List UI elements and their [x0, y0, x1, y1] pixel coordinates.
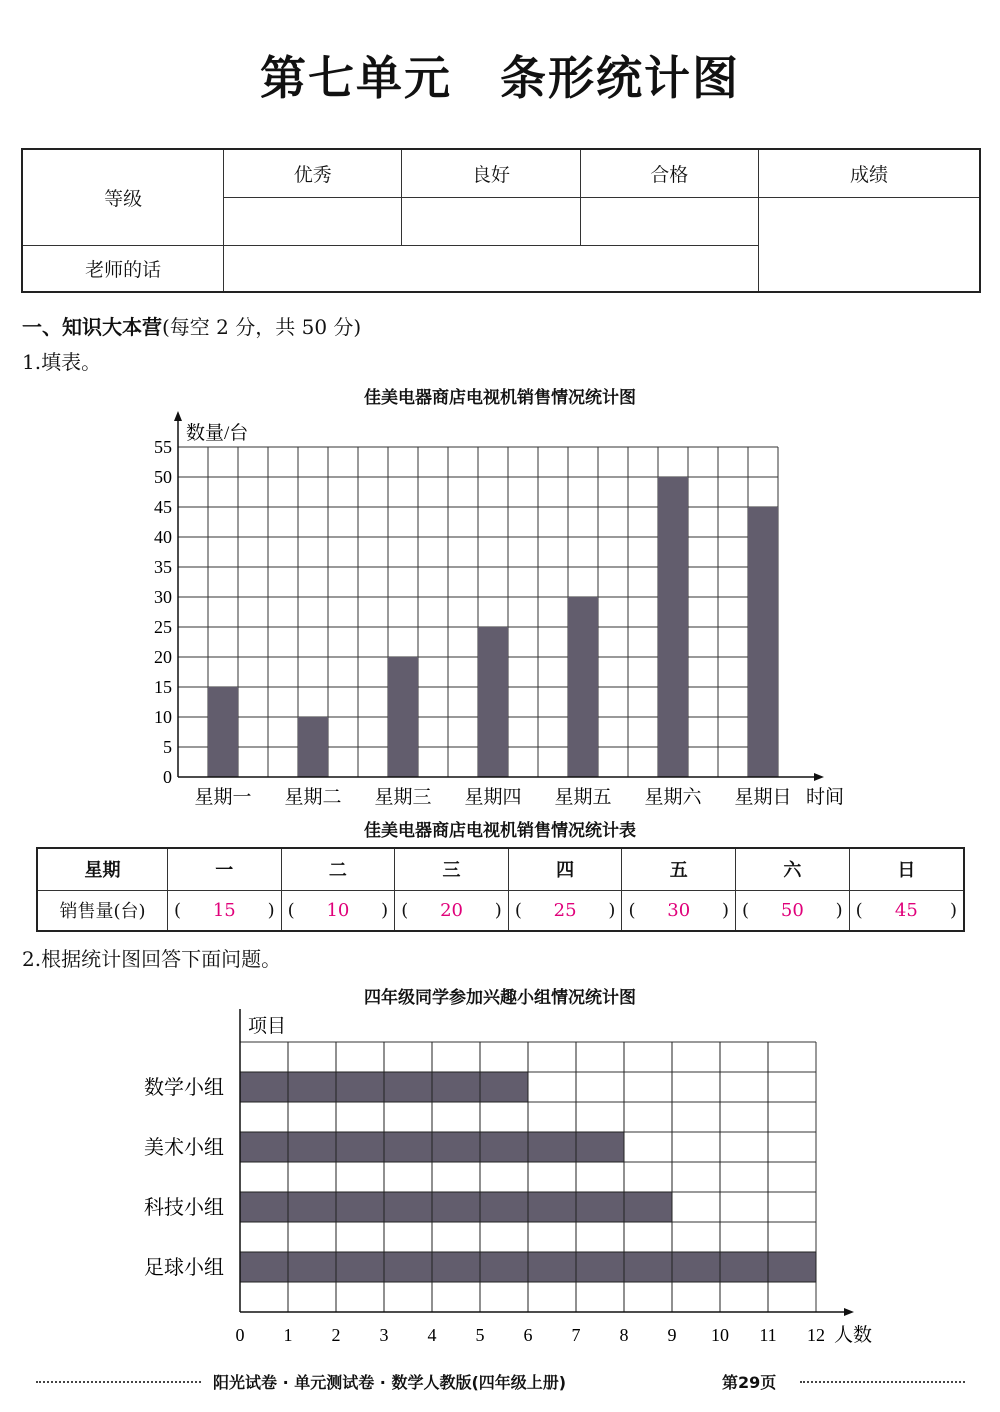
x-tick-label: 1: [283, 1325, 293, 1345]
answer-cell-1[interactable]: [168, 890, 282, 931]
footer-dots-left: [36, 1381, 201, 1383]
x-tick-label: 7: [571, 1325, 581, 1345]
day-1: 一: [168, 848, 282, 890]
bar: [568, 597, 598, 777]
table1-title: 佳美电器商店电视机销售情况统计表: [364, 821, 636, 841]
bar: [240, 1192, 672, 1222]
bar: [388, 657, 418, 777]
chart1-title: 佳美电器商店电视机销售情况统计图: [364, 388, 636, 408]
close-paren: ): [381, 899, 389, 921]
x-tick-label: 12: [807, 1325, 825, 1345]
x-tick-label: 星期三: [374, 787, 432, 808]
teacher-label: 老师的话: [22, 245, 224, 292]
x-tick-label: 0: [235, 1325, 245, 1345]
x-axis-label: 人数: [834, 1325, 873, 1346]
y-tick-label: 50: [154, 467, 172, 487]
score-cell[interactable]: [758, 197, 980, 292]
answer-value: 50: [780, 899, 804, 921]
y-axis-label: 项目: [248, 1016, 287, 1037]
level-good: 良好: [402, 149, 580, 197]
answer-cell-5[interactable]: [622, 890, 736, 931]
y-tick-label: 15: [154, 677, 172, 697]
footer-text: 阳光试卷 · 单元测试卷 · 数学人教版(四年级上册): [213, 1373, 567, 1392]
open-paren: (: [174, 899, 182, 921]
day-4: 四: [508, 848, 622, 890]
section-points: (每空 2 分，共 50 分): [162, 315, 362, 339]
x-tick-label: 11: [759, 1325, 777, 1345]
section-title: 一、知识大本营: [22, 315, 162, 339]
x-tick-label: 星期五: [554, 787, 612, 808]
x-tick-label: 4: [427, 1325, 437, 1345]
open-paren: (: [287, 899, 295, 921]
level-pass: 合格: [580, 149, 758, 197]
x-tick-label: 9: [667, 1325, 677, 1345]
grade-label: 等级: [22, 149, 224, 245]
answer-value: 15: [212, 899, 236, 921]
x-axis-arrow: [814, 773, 824, 781]
x-tick-label: 星期二: [284, 787, 342, 808]
answer-cell-2[interactable]: [281, 890, 395, 931]
x-tick-label: 星期六: [644, 787, 702, 808]
category-label: 科技小组: [144, 1197, 224, 1219]
pass-cell[interactable]: [580, 197, 758, 245]
section-heading: [22, 311, 361, 340]
sales-header-label: 星期: [37, 848, 168, 890]
close-paren: ): [949, 899, 957, 921]
day-3: 三: [395, 848, 509, 890]
answer-cell-7[interactable]: [849, 890, 964, 931]
sales-row-label: 销售量(台): [37, 890, 168, 931]
y-tick-label: 20: [154, 647, 172, 667]
y-tick-label: 5: [163, 737, 172, 757]
answer-cell-4[interactable]: [508, 890, 622, 931]
x-tick-label: 星期日: [734, 787, 792, 808]
y-tick-label: 40: [154, 527, 172, 547]
chart2-title: 四年级同学参加兴趣小组情况统计图: [364, 988, 636, 1008]
y-tick-label: 25: [154, 617, 172, 637]
bar: [658, 477, 688, 777]
y-tick-label: 0: [163, 767, 172, 787]
close-paren: ): [267, 899, 275, 921]
x-tick-label: 星期四: [464, 787, 522, 808]
category-label: 数学小组: [144, 1077, 224, 1099]
page-title: 第七单元 条形统计图: [260, 51, 740, 105]
x-tick-label: 星期一: [194, 787, 252, 808]
score-label: 成绩: [758, 149, 980, 197]
x-tick-label: 10: [711, 1325, 729, 1345]
x-tick-label: 5: [475, 1325, 485, 1345]
x-tick-label: 8: [619, 1325, 629, 1345]
bar: [478, 627, 508, 777]
level-excellent: 优秀: [224, 149, 402, 197]
answer-value: 25: [553, 899, 577, 921]
teacher-comment-cell[interactable]: [224, 245, 759, 292]
y-axis-arrow: [174, 411, 182, 421]
category-label: 足球小组: [144, 1257, 224, 1279]
open-paren: (: [855, 899, 863, 921]
question-2-label: 2.根据统计图回答下面问题。: [22, 947, 282, 971]
excellent-cell[interactable]: [224, 197, 402, 245]
bar: [298, 717, 328, 777]
y-tick-label: 35: [154, 557, 172, 577]
bar: [208, 687, 238, 777]
sales-table: [36, 847, 965, 932]
close-paren: ): [722, 899, 730, 921]
good-cell[interactable]: [402, 197, 580, 245]
answer-value: 45: [894, 899, 918, 921]
answer-cell-3[interactable]: [395, 890, 509, 931]
interest-group-chart: [120, 1005, 900, 1350]
close-paren: ): [608, 899, 616, 921]
sales-bar-chart: [130, 405, 870, 810]
open-paren: (: [514, 899, 522, 921]
open-paren: (: [628, 899, 636, 921]
x-tick-label: 2: [331, 1325, 341, 1345]
y-tick-label: 10: [154, 707, 172, 727]
day-2: 二: [281, 848, 395, 890]
x-tick-label: 3: [379, 1325, 389, 1345]
x-axis-label: 时间: [806, 787, 845, 808]
answer-cell-6[interactable]: [736, 890, 850, 931]
answer-value: 20: [440, 899, 463, 921]
day-6: 六: [736, 848, 850, 890]
y-tick-label: 45: [154, 497, 172, 517]
y-tick-label: 55: [154, 437, 172, 457]
footer-dots-right: [800, 1381, 965, 1383]
y-tick-label: 30: [154, 587, 172, 607]
grade-table: [21, 148, 981, 293]
answer-value: 10: [326, 899, 350, 921]
answer-value: 30: [667, 899, 691, 921]
bar: [748, 507, 778, 777]
close-paren: ): [835, 899, 843, 921]
day-7: 日: [849, 848, 964, 890]
x-tick-label: 6: [523, 1325, 533, 1345]
question-1-label: 1.填表。: [22, 350, 102, 374]
day-5: 五: [622, 848, 736, 890]
category-label: 美术小组: [144, 1137, 224, 1159]
x-axis-arrow: [844, 1308, 854, 1316]
page-number: 第29页: [722, 1373, 777, 1392]
open-paren: (: [401, 899, 409, 921]
open-paren: (: [742, 899, 750, 921]
close-paren: ): [494, 899, 502, 921]
y-axis-label: 数量/台: [186, 423, 249, 444]
page-footer: [0, 1370, 1000, 1392]
